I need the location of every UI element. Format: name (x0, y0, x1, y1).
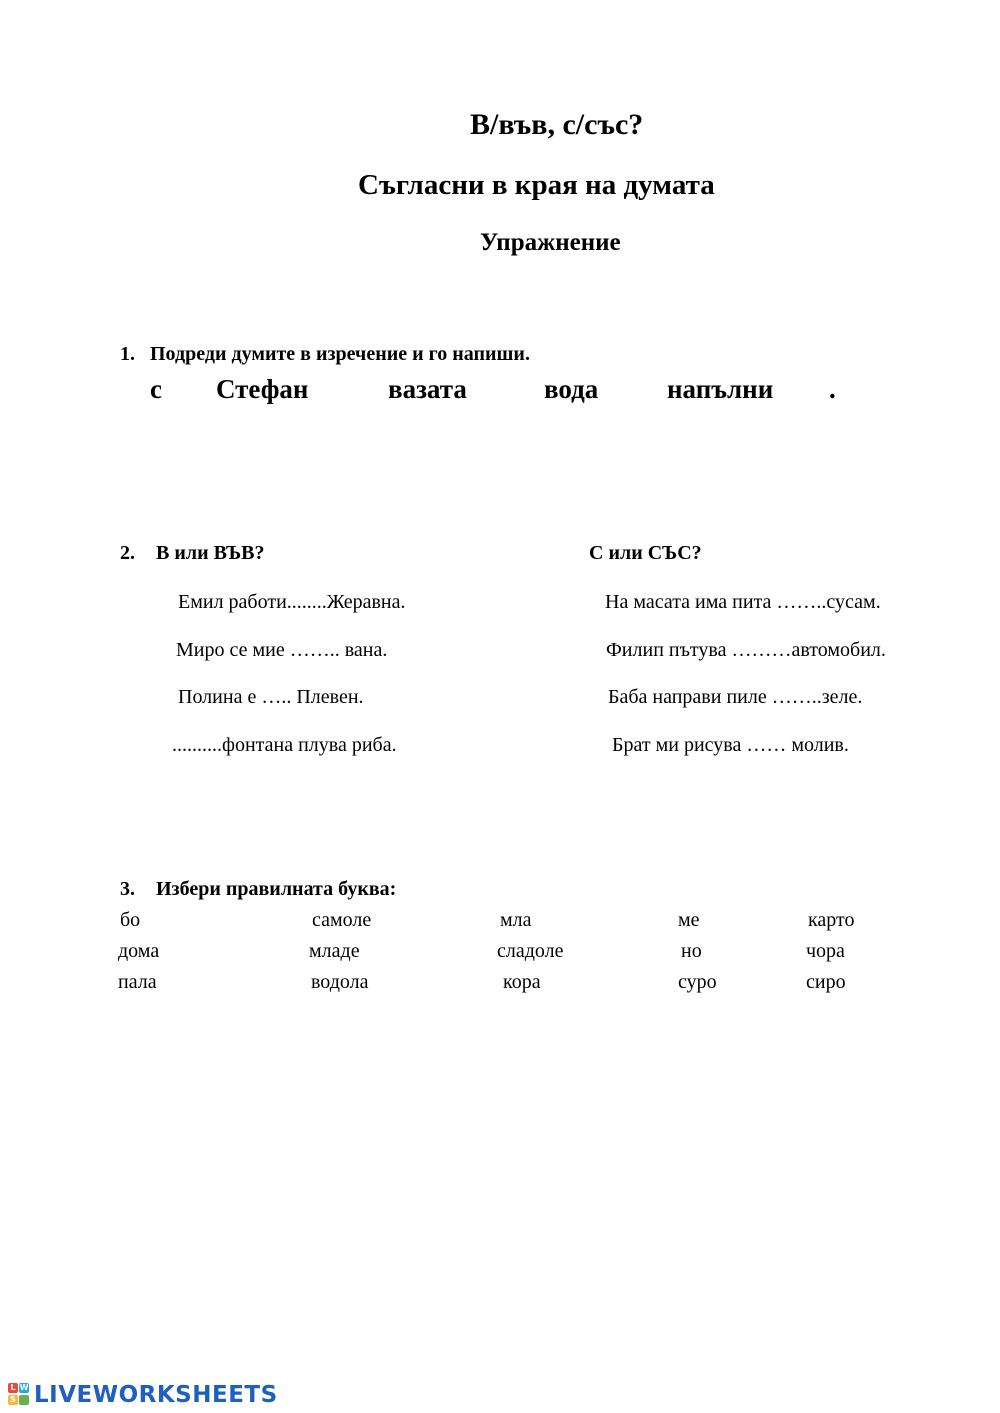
scrambled-word: вазата (388, 374, 467, 404)
sentence-right: Филип пътува ………автомобил. (606, 639, 886, 661)
scrambled-word: . (829, 374, 836, 404)
sentence-left: Емил работи........Жеравна. (178, 591, 406, 613)
logo-text: LIVEWORKSHEETS (34, 1382, 278, 1408)
sentence-right: Брат ми рисува …… молив. (612, 734, 849, 756)
word-item: чора (806, 940, 845, 962)
sentence-left: ..........фонтана плува риба. (172, 734, 397, 756)
page-title: В/във, с/със? (470, 108, 644, 141)
word-item: сиро (806, 971, 846, 993)
word-item: кора (503, 971, 541, 993)
sentence-left: Полина е ….. Плевен. (178, 686, 364, 708)
scrambled-word: Стефан (216, 374, 309, 404)
page-subtitle: Съгласни в края на думата (358, 169, 715, 201)
exercise-3-heading: Избери правилната буква: (156, 878, 397, 900)
exercise-label: Упражнение (480, 229, 621, 256)
word-item: водола (311, 971, 369, 993)
word-item: мла (500, 909, 532, 931)
word-item: карто (808, 909, 855, 931)
logo-blocks-icon: L W S (8, 1383, 30, 1407)
scrambled-word: напълни (667, 374, 774, 404)
scrambled-word: с (150, 374, 162, 404)
sentence-right: Баба направи пиле ……..зеле. (608, 686, 863, 708)
exercise-2-heading-right: С или СЪС? (589, 542, 702, 564)
word-item: самоле (312, 909, 372, 931)
word-item: сладоле (497, 940, 564, 962)
word-item: суро (678, 971, 717, 993)
word-item: дома (118, 940, 160, 962)
word-item: младе (309, 940, 360, 962)
word-item: пала (118, 971, 157, 993)
exercise-1-number: 1. (120, 343, 135, 365)
word-item: но (681, 940, 702, 962)
word-item: ме (678, 909, 700, 931)
liveworksheets-logo (8, 1381, 278, 1409)
exercise-1-heading: Подреди думите в изречение и го напиши. (150, 343, 530, 365)
word-item: бо (120, 909, 141, 931)
scrambled-word: вода (544, 374, 599, 404)
exercise-3-number: 3. (120, 878, 135, 900)
sentence-right: На масата има пита ……..сусам. (605, 591, 881, 613)
exercise-2-number: 2. (120, 542, 135, 564)
exercise-2-heading-left: В или ВЪВ? (156, 542, 265, 564)
sentence-left: Миро се мие …….. вана. (176, 639, 388, 661)
